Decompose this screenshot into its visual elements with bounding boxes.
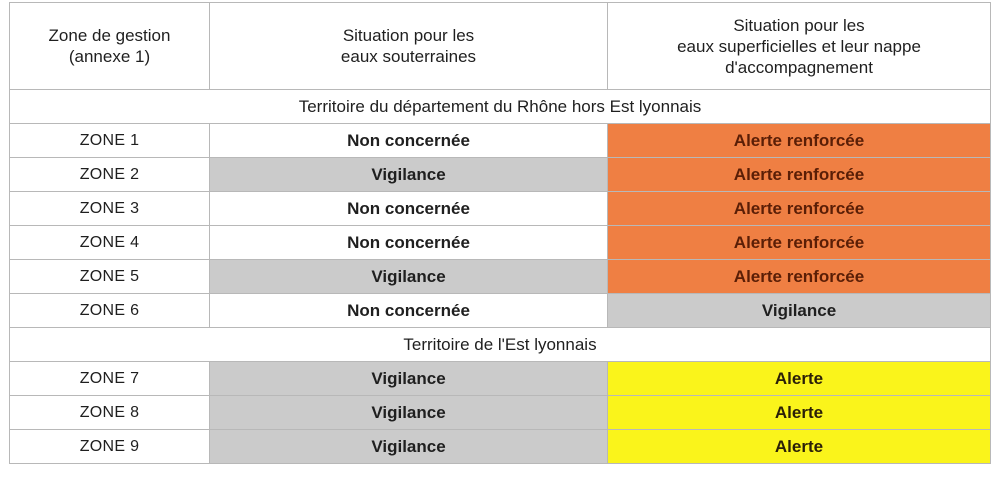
zone-name-cell: ZONE 6	[10, 294, 210, 328]
groundwater-status-cell: Non concernée	[210, 294, 608, 328]
header-surface-line3: d'accompagnement	[725, 57, 873, 77]
header-zone	[10, 3, 210, 90]
header-groundwater-line2: eaux souterraines	[340, 47, 477, 66]
drought-status-table	[9, 2, 991, 464]
header-surface-line1: Situation pour les	[733, 15, 865, 35]
header-surface-line2: eaux superficielles et leur nappe	[677, 36, 921, 56]
table-row	[10, 362, 991, 396]
surface-water-status-cell: Alerte renforcée	[608, 192, 991, 226]
table-row	[10, 294, 991, 328]
zone-name-cell: ZONE 3	[10, 192, 210, 226]
zone-name-cell: ZONE 7	[10, 362, 210, 396]
section-title: Territoire de l'Est lyonnais	[10, 328, 991, 362]
zone-name-cell: ZONE 4	[10, 226, 210, 260]
groundwater-status-cell: Vigilance	[210, 430, 608, 464]
surface-water-status-cell: Alerte renforcée	[608, 124, 991, 158]
section-header-row	[10, 328, 991, 362]
zone-name-cell: ZONE 5	[10, 260, 210, 294]
zone-name-cell: ZONE 1	[10, 124, 210, 158]
groundwater-status-cell: Non concernée	[210, 192, 608, 226]
groundwater-status-cell: Non concernée	[210, 226, 608, 260]
surface-water-status-cell: Alerte renforcée	[608, 226, 991, 260]
header-groundwater	[210, 3, 608, 90]
header-groundwater-line1: Situation pour les	[342, 26, 475, 45]
header-zone-line2: (annexe 1)	[68, 47, 151, 66]
table-row	[10, 430, 991, 464]
zone-name-cell: ZONE 9	[10, 430, 210, 464]
groundwater-status-cell: Vigilance	[210, 158, 608, 192]
surface-water-status-cell: Alerte renforcée	[608, 260, 991, 294]
header-surface-water	[608, 3, 991, 90]
groundwater-status-cell: Vigilance	[210, 396, 608, 430]
table-body	[10, 90, 991, 464]
table-row	[10, 260, 991, 294]
table-row	[10, 192, 991, 226]
groundwater-status-cell: Non concernée	[210, 124, 608, 158]
surface-water-status-cell: Alerte	[608, 362, 991, 396]
surface-water-status-cell: Vigilance	[608, 294, 991, 328]
surface-water-status-cell: Alerte	[608, 396, 991, 430]
groundwater-status-cell: Vigilance	[210, 260, 608, 294]
zone-name-cell: ZONE 2	[10, 158, 210, 192]
zone-name-cell: ZONE 8	[10, 396, 210, 430]
table-row	[10, 226, 991, 260]
surface-water-status-cell: Alerte renforcée	[608, 158, 991, 192]
table-header-row	[10, 3, 991, 90]
table-row	[10, 396, 991, 430]
section-header-row	[10, 90, 991, 124]
section-title: Territoire du département du Rhône hors Est lyonnais	[10, 90, 991, 124]
table-row	[10, 124, 991, 158]
header-zone-line1: Zone de gestion	[48, 26, 171, 45]
table-row	[10, 158, 991, 192]
surface-water-status-cell: Alerte	[608, 430, 991, 464]
groundwater-status-cell: Vigilance	[210, 362, 608, 396]
